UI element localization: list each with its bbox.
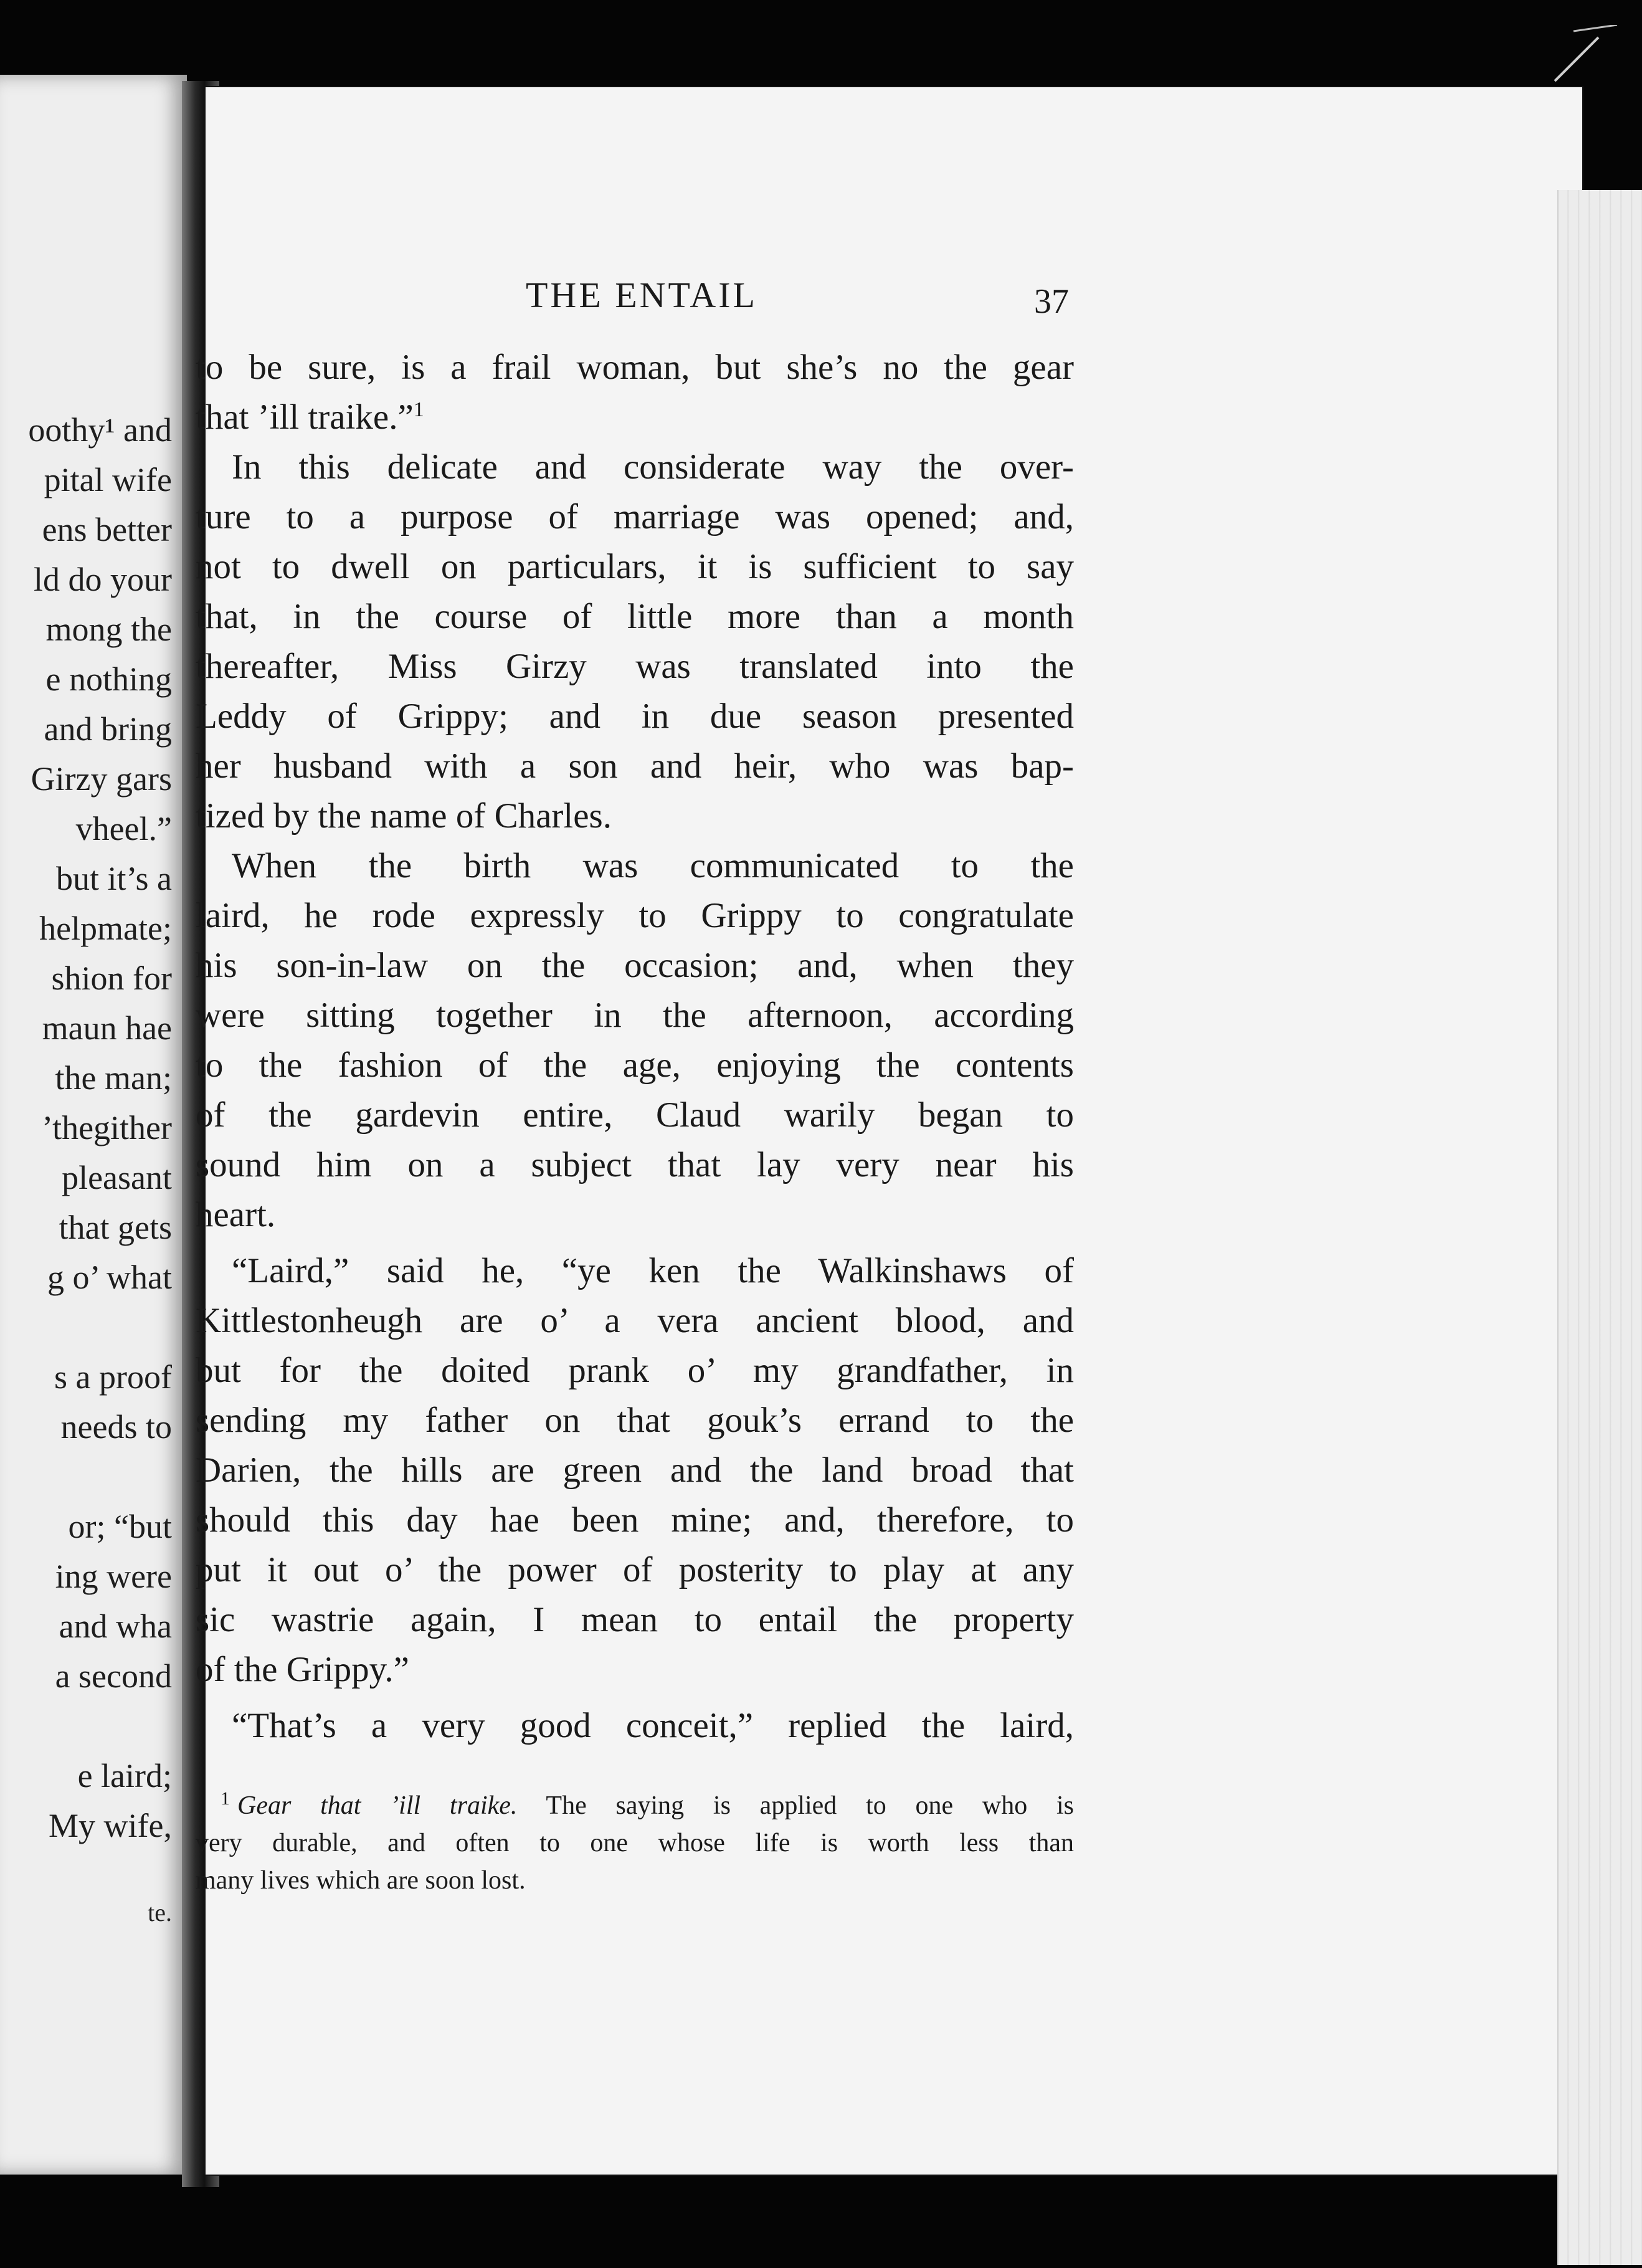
left-page-line: needs to bbox=[60, 1408, 172, 1446]
left-facing-page bbox=[0, 75, 187, 2175]
text-line: When the birth was communicated to the bbox=[232, 846, 1074, 885]
left-page-line: g o’ what bbox=[47, 1259, 172, 1296]
left-page-line: My wife, bbox=[49, 1807, 172, 1844]
text-line: tized by the name of Charles. bbox=[196, 796, 612, 836]
left-page-line: but it’s a bbox=[56, 860, 172, 897]
footnote-line: very durable, and often to one whose life is worth less than bbox=[196, 1829, 1074, 1857]
text-line: ture to a purpose of marriage was opened; and, bbox=[196, 497, 1074, 536]
left-page-line: maun hae bbox=[42, 1009, 172, 1047]
text-line: of the Grippy.” bbox=[196, 1650, 409, 1689]
left-page-line: e nothing bbox=[45, 660, 172, 698]
text-line: Leddy of Grippy; and in due season presented bbox=[196, 697, 1074, 736]
text-line: In this delicate and considerate way the over- bbox=[232, 447, 1074, 487]
left-page-line: ’thegither bbox=[42, 1109, 172, 1146]
left-page-line: ing were bbox=[55, 1558, 172, 1595]
text-line: to be sure, is a frail woman, but she’s no the gear bbox=[196, 348, 1074, 387]
text-line: sending my father on that gouk’s errand to the bbox=[196, 1401, 1074, 1440]
text-line: “That’s a very good conceit,” replied the laird, bbox=[232, 1706, 1074, 1745]
left-page-line: that gets bbox=[59, 1209, 172, 1246]
left-page-line: a second bbox=[55, 1657, 172, 1695]
text-line: sound him on a subject that lay very near his bbox=[196, 1145, 1074, 1184]
page-number: 37 bbox=[1034, 282, 1069, 321]
left-page-line: and bring bbox=[44, 710, 172, 748]
running-head: THE ENTAIL bbox=[526, 275, 757, 315]
footnote-line: many lives which are soon lost. bbox=[196, 1866, 526, 1895]
left-page-line: pital wife bbox=[44, 461, 172, 498]
text-line: of the gardevin entire, Claud warily began to bbox=[196, 1095, 1074, 1135]
text-line: not to dwell on particulars, it is sufficient to say bbox=[196, 547, 1074, 586]
text-line: that, in the course of little more than a month bbox=[196, 597, 1074, 636]
text-line: put it out o’ the power of posterity to play at any bbox=[196, 1550, 1074, 1589]
left-page-footnote-fragment: te. bbox=[148, 1899, 172, 1927]
text-line: sic wastrie again, I mean to entail the property bbox=[196, 1600, 1074, 1639]
left-page-line: helpmate; bbox=[39, 910, 172, 947]
text-line: “Laird,” said he, “ye ken the Walkinshaws of bbox=[232, 1251, 1074, 1290]
footnote-text: The saying is applied to one who is bbox=[546, 1791, 1074, 1820]
text-line: should this day hae been mine; and, therefore, to bbox=[196, 1500, 1074, 1540]
left-page-line: oothy¹ and bbox=[28, 411, 172, 449]
left-page-line: s a proof bbox=[54, 1358, 172, 1396]
left-page-line: vheel.” bbox=[75, 810, 172, 847]
left-page-line: and wha bbox=[59, 1608, 172, 1645]
left-page-line: ld do your bbox=[34, 561, 172, 598]
text-line: Darien, the hills are green and the land broad that bbox=[196, 1451, 1074, 1490]
footnote-marker: 1 bbox=[413, 398, 424, 421]
text-line: her husband with a son and heir, who was bap- bbox=[196, 746, 1074, 786]
left-page-line: or; “but bbox=[68, 1508, 172, 1545]
left-page-line: e laird; bbox=[77, 1757, 172, 1794]
footnote-line bbox=[196, 1788, 1074, 1823]
page-stack-edges bbox=[1557, 190, 1642, 2265]
text-line: laird, he rode expressly to Grippy to congratulate bbox=[196, 896, 1074, 935]
left-page-line: ens better bbox=[42, 511, 172, 548]
scan-artifact bbox=[1549, 25, 1623, 87]
text-line bbox=[196, 393, 1074, 442]
text-line: to the fashion of the age, enjoying the contents bbox=[196, 1046, 1074, 1085]
left-page-line: pleasant bbox=[62, 1159, 172, 1196]
footnote-number: 1 bbox=[221, 1788, 230, 1809]
text-line: heart. bbox=[196, 1195, 276, 1234]
left-page-line: mong the bbox=[45, 611, 172, 648]
text-line: his son-in-law on the occasion; and, when they bbox=[196, 946, 1074, 985]
left-page-line: Girzy gars bbox=[31, 760, 172, 798]
left-page-line: shion for bbox=[51, 960, 172, 997]
text-line: but for the doited prank o’ my grandfather, in bbox=[196, 1351, 1074, 1390]
text-line: thereafter, Miss Girzy was translated into the bbox=[196, 647, 1074, 686]
text-line: Kittlestonheugh are o’ a vera ancient blood, and bbox=[196, 1301, 1074, 1340]
left-page-line: the man; bbox=[55, 1059, 172, 1097]
text-line: were sitting together in the afternoon, according bbox=[196, 996, 1074, 1035]
text-line-content: that ’ill traike.” bbox=[196, 398, 414, 437]
footnote-term: Gear that ’ill traike. bbox=[237, 1791, 518, 1820]
